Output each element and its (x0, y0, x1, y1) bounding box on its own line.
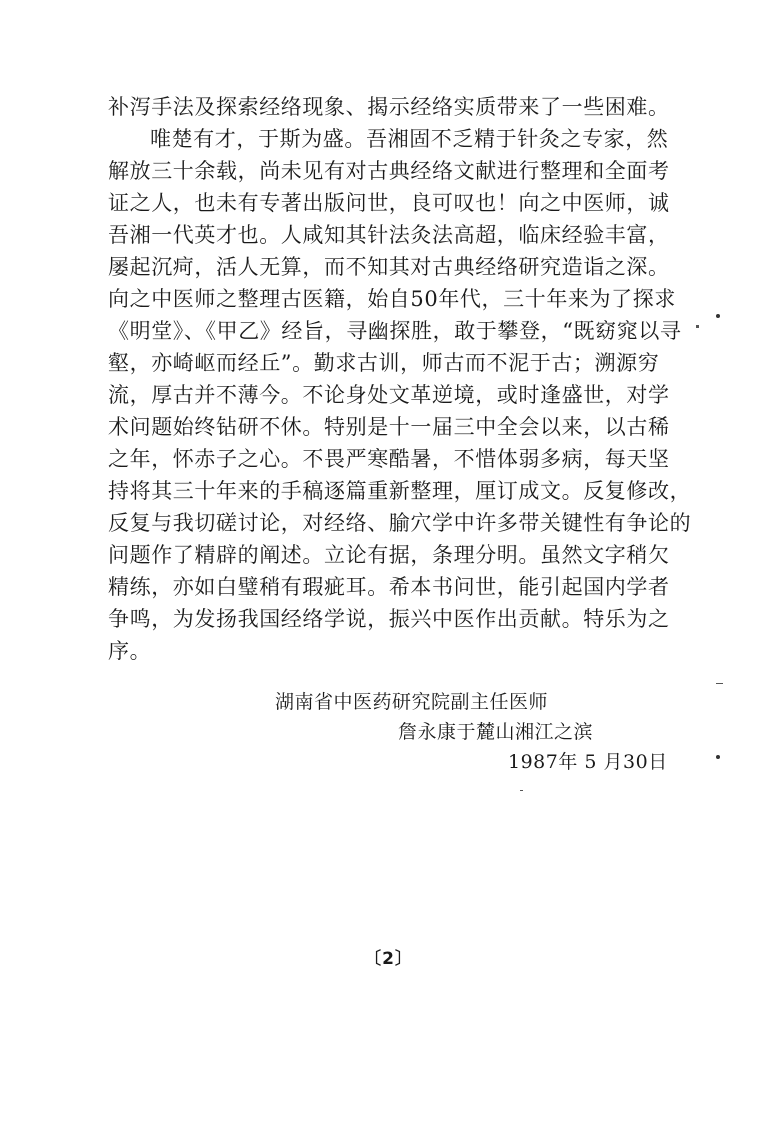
signature-author: 詹永康于麓山湘江之滨 (398, 721, 594, 743)
body-line-6: 屡起沉疴，活人无算，而不知其对古典经络研究造诣之深。 (108, 255, 670, 279)
body-line-1: 补泻手法及探索经络现象、揭示经络实质带来了一些困难。 (108, 95, 670, 119)
body-line-3: 解放三十余载，尚未见有对古典经络文献进行整理和全面考 (108, 159, 670, 183)
signature-affiliation: 湖南省中医药研究院副主任医师 (275, 691, 549, 713)
body-line-4: 证之人，也未有专著出版问世，良可叹也！向之中医师，诚 (108, 191, 670, 215)
body-line-14: 反复与我切磋讨论，对经络、腧穴学中许多带关键性有争论的 (108, 511, 692, 535)
scan-mark (696, 325, 699, 328)
body-line-8: 《明堂》、《甲乙》经旨，寻幽探胜，敢于攀登，“既窈窕以寻 (108, 319, 682, 343)
body-line-13: 持将其三十年来的手稿逐篇重新整理，厘订成文。反复修改， (108, 479, 692, 503)
scan-mark (716, 683, 723, 684)
body-line-16: 精练，亦如白璧稍有瑕疵耳。希本书问世，能引起国内学者 (108, 575, 670, 599)
body-line-9: 壑，亦崎岖而经丘”。勤求古训，师古而不泥于古；溯源穷 (108, 351, 660, 375)
body-line-7: 向之中医师之整理古医籍，始自50年代，三十年来为了探求 (108, 287, 676, 311)
body-line-12: 之年，怀赤子之心。不畏严寒酷暑，不惜体弱多病，每天坚 (108, 447, 670, 471)
scan-speck (716, 314, 720, 318)
body-line-15: 问题作了精辟的阐述。立论有据，条理分明。虽然文字稍欠 (108, 543, 670, 567)
body-line-18: 序。 (108, 639, 152, 663)
scan-speck (716, 755, 720, 759)
body-line-11: 术问题始终钻研不休。特别是十一届三中全会以来，以古稀 (108, 415, 670, 439)
signature-date: 1987年 5 月30日 (508, 751, 668, 773)
page-number: 〔2〕 (364, 949, 413, 969)
body-line-17: 争鸣，为发扬我国经络学说，振兴中医作出贡献。特乐为之 (108, 607, 670, 631)
body-line-10: 流，厚古并不薄今。不论身处文革逆境，或时逢盛世，对学 (108, 383, 670, 407)
scan-mark (520, 790, 523, 791)
body-line-2: 唯楚有才，于斯为盛。吾湘固不乏精于针灸之专家，然 (150, 127, 669, 151)
body-line-5: 吾湘一代英才也。人咸知其针法灸法高超，临床经验丰富， (108, 223, 670, 247)
